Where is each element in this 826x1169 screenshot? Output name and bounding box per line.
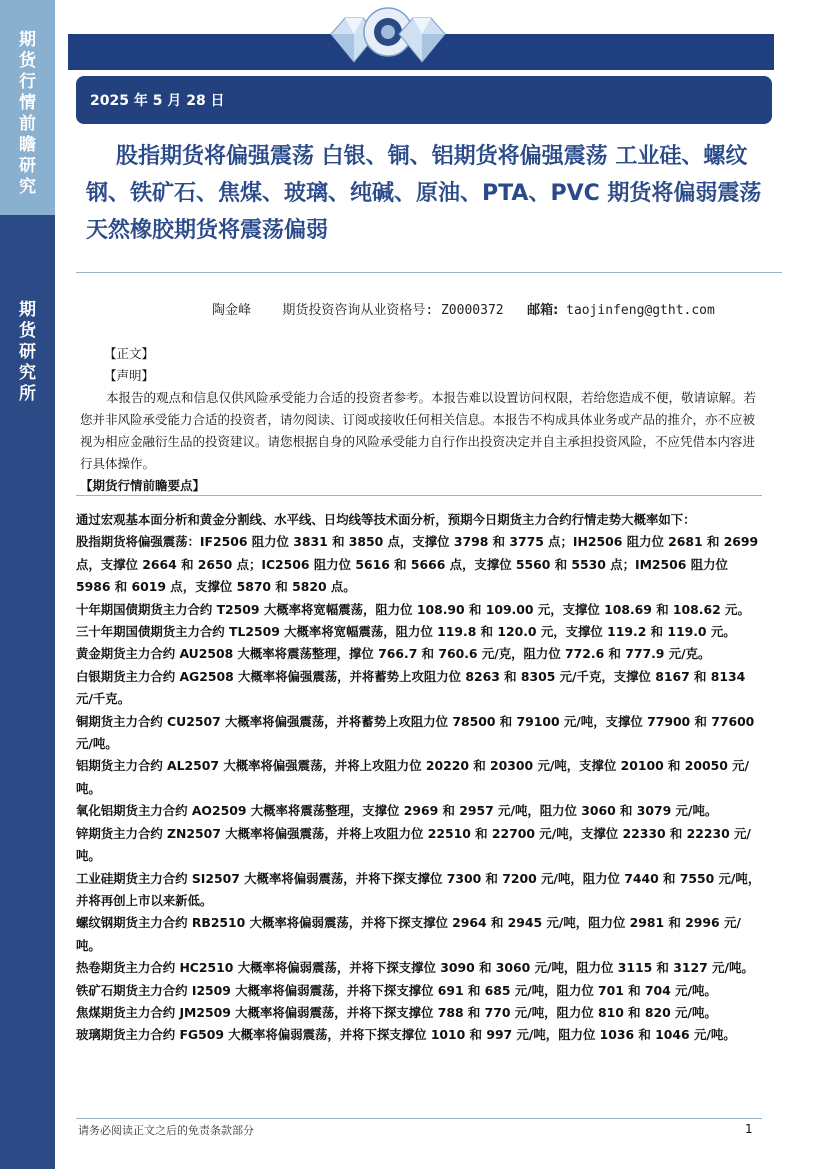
page-number: 1 — [745, 1122, 753, 1136]
email-label: 邮箱: — [527, 303, 559, 318]
cert-number: Z0000372 — [440, 303, 504, 318]
notice-block — [80, 343, 760, 497]
statement-text: 本报告的观点和信息仅供风险承受能力合适的投资者参考。本报告难以设置访问权限，若给您造成不便，敬请谅解。若您并非风险承受能力合适的投资者，请勿阅读、订阅或接收任何相关信息。本报告不构成具体业务或产品的推介，亦不应被视为相应金融衍生品的投资建议。请您根据自身的风险承受能力自行作出投资决定并自主承担投资风险，不应凭借本内容进行具体操作。 — [80, 390, 757, 471]
list-item: 氧化铝期货主力合约 AO2509 大概率将震荡整理，支撑位 2969 和 2957 元/吨，阻力位 3060 和 3079 元/吨。 — [76, 803, 718, 819]
report-date: 2025 年 5 月 28 日 — [90, 93, 225, 109]
list-item: 铜期货主力合约 CU2507 大概率将偏强震荡，并将蓄势上攻阻力位 78500 和 79100 元/吨，支撑位 77900 和 77600 元/吨。 — [76, 713, 755, 752]
cert-label: 期货投资咨询从业资格号: — [282, 303, 434, 318]
list-item: 股指期货将偏强震荡：IF2506 阻力位 3831 和 3850 点，支撑位 3798 和 3775 点；IH2506 阻力位 2681 和 2699 点，支撑位 2664 和 2650 点；IC2506 阻力位 5616 和 5666 点，支撑位 5560 和 5530 点；IM2506 阻力位 5986 和 6019 点，支撑位 5870 和 5820 点。 — [76, 534, 759, 595]
list-item: 玻璃期货主力合约 FG509 大概率将偏弱震荡，并将下探支撑位 1010 和 997 元/吨，阻力位 1036 和 1046 元/吨。 — [76, 1027, 736, 1043]
divider — [76, 495, 762, 496]
key-points-label: 【期货行情前瞻要点】 — [80, 478, 206, 493]
list-item: 铁矿石期货主力合约 I2509 大概率将偏弱震荡，并将下探支撑位 691 和 685 元/吨，阻力位 701 和 704 元/吨。 — [76, 982, 717, 998]
list-item: 螺纹钢期货主力合约 RB2510 大概率将偏弱震荡，并将下探支撑位 2964 和 2945 元/吨，阻力位 2981 和 2996 元/吨。 — [76, 915, 741, 953]
footer-disclaimer: 请务必阅读正文之后的免责条款部分 — [78, 1124, 254, 1137]
list-item: 锌期货主力合约 ZN2507 大概率将偏强震荡，并将上攻阻力位 22510 和 22700 元/吨，支撑位 22330 和 22230 元/吨。 — [76, 825, 751, 864]
list-item: 工业硅期货主力合约 SI2507 大概率将偏弱震荡，并将下探支撑位 7300 和 7200 元/吨，阻力位 7440 和 7550 元/吨，并将再创上市以来新低。 — [76, 870, 761, 908]
main-text-label: 【正文】 — [104, 346, 155, 361]
divider — [76, 272, 782, 273]
key-points-list — [76, 509, 762, 1047]
diamond-logo-icon — [323, 4, 453, 68]
footer-divider — [76, 1118, 762, 1119]
author-name: 陶金峰 — [212, 303, 252, 318]
statement-label: 【声明】 — [104, 368, 155, 383]
list-item: 十年期国债期货主力合约 T2509 大概率将宽幅震荡，阻力位 108.90 和 109.00 元，支撑位 108.69 和 108.62 元。 — [76, 601, 750, 617]
sidebar-top-label: 期 货 行 情 前 瞻 研 究 — [19, 30, 36, 197]
author-line — [212, 299, 715, 318]
list-item: 热卷期货主力合约 HC2510 大概率将偏弱震荡，并将下探支撑位 3090 和 3060 元/吨，阻力位 3115 和 3127 元/吨。 — [76, 960, 754, 976]
date-banner — [76, 76, 772, 124]
list-item: 焦煤期货主力合约 JM2509 大概率将偏弱震荡，并将下探支撑位 788 和 770 元/吨，阻力位 810 和 820 元/吨。 — [76, 1004, 717, 1020]
list-item: 通过宏观基本面分析和黄金分割线、水平线、日均线等技术面分析，预期今日期货主力合约行情走势大概率如下： — [76, 512, 696, 527]
list-item: 黄金期货主力合约 AU2508 大概率将震荡整理，撑位 766.7 和 760.6 元/克，阻力位 772.6 和 777.9 元/克。 — [76, 646, 711, 662]
author-email[interactable]: taojinfeng@gtht.com — [566, 303, 715, 318]
list-item: 三十年期国债期货主力合约 TL2509 大概率将宽幅震荡，阻力位 119.8 和 120.0 元，支撑位 119.2 和 119.0 元。 — [76, 624, 736, 640]
list-item: 铝期货主力合约 AL2507 大概率将偏强震荡，并将上攻阻力位 20220 和 20300 元/吨，支撑位 20100 和 20050 元/吨。 — [76, 758, 750, 796]
list-item: 白银期货主力合约 AG2508 大概率将偏强震荡，并将蓄势上攻阻力位 8263 和 8305 元/千克，支撑位 8167 和 8134 元/千克。 — [76, 668, 746, 707]
sidebar-bottom-label: 期 货 研 究 所 — [19, 300, 36, 404]
report-title: 股指期货将偏强震荡 白银、铜、铝期货将偏强震荡 工业硅、螺纹钢、铁矿石、焦煤、玻璃、纯碱、原油、PTA、PVC 期货将偏弱震荡 天然橡胶期货将震荡偏弱 — [86, 144, 762, 243]
